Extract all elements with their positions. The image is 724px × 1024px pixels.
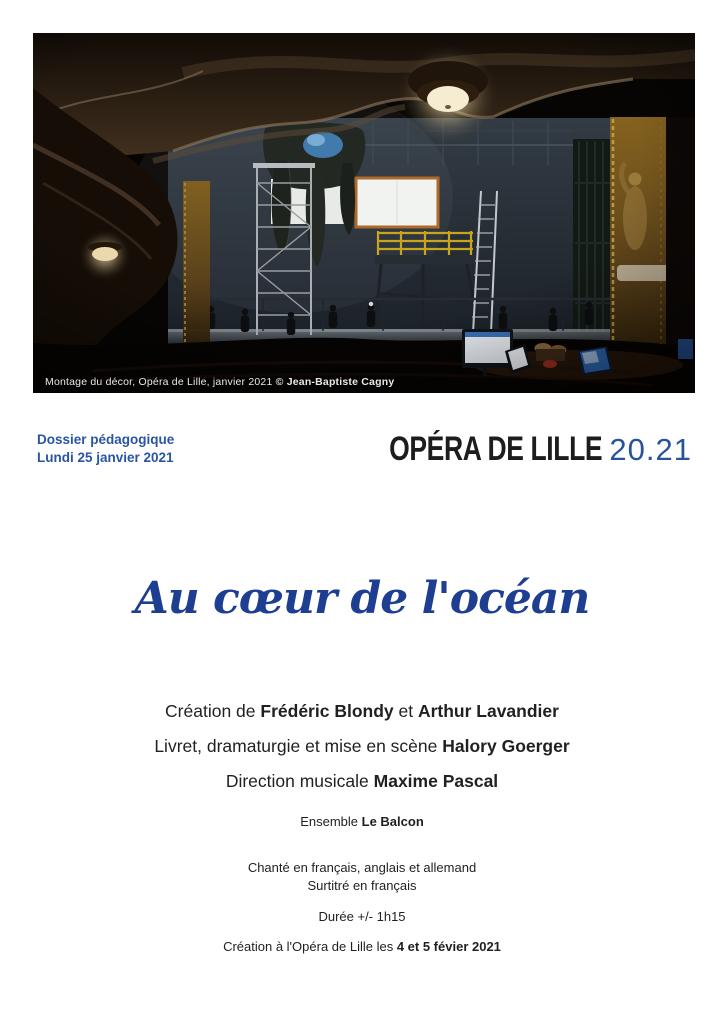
credit-text: et bbox=[393, 701, 418, 721]
credits-main bbox=[0, 694, 724, 799]
credit-name: Maxime Pascal bbox=[373, 771, 499, 791]
credit-name: Le Balcon bbox=[361, 814, 424, 829]
credit-text: Livret, dramaturgie et mise en scène bbox=[154, 736, 443, 756]
kicker-date: Lundi 25 janvier 2021 bbox=[37, 449, 174, 465]
photo-caption bbox=[45, 376, 394, 388]
credit-line-creation bbox=[0, 694, 724, 729]
ensemble-line bbox=[0, 814, 724, 829]
duration-line: Durée +/- 1h15 bbox=[318, 909, 406, 924]
stage-photo-art bbox=[33, 33, 695, 393]
credit-line-livret bbox=[0, 729, 724, 764]
photo-caption-credit: © Jean-Baptiste Cagny bbox=[275, 376, 395, 388]
credit-name: Arthur Lavandier bbox=[417, 701, 559, 721]
logo-season: 20.21 bbox=[609, 432, 692, 467]
credit-name: Frédéric Blondy bbox=[260, 701, 394, 721]
credit-text: Création à l'Opéra de Lille les bbox=[223, 939, 397, 954]
stage-photo bbox=[33, 33, 695, 393]
kicker-doc-type: Dossier pédagogique bbox=[37, 432, 175, 447]
languages-line-1: Chanté en français, anglais et allemand bbox=[247, 860, 477, 875]
credit-text: Direction musicale bbox=[225, 771, 374, 791]
premiere-line bbox=[0, 939, 724, 954]
opera-de-lille-logo bbox=[329, 430, 692, 469]
header-kicker bbox=[37, 431, 174, 466]
photo-caption-text: Montage du décor, Opéra de Lille, janvier 2021 bbox=[45, 376, 276, 388]
languages-line-2: Surtitré en français bbox=[307, 878, 417, 893]
credit-text: Création de bbox=[165, 701, 261, 721]
logo-name: OPÉRA DE LILLE bbox=[389, 430, 603, 468]
page-title: Au cœur de l'océan bbox=[134, 573, 590, 625]
languages-block bbox=[0, 859, 724, 895]
credit-text: Ensemble bbox=[300, 814, 362, 829]
credit-name: Halory Goerger bbox=[442, 736, 570, 756]
premiere-dates: 4 et 5 févier 2021 bbox=[396, 939, 501, 954]
credit-line-direction bbox=[0, 764, 724, 799]
